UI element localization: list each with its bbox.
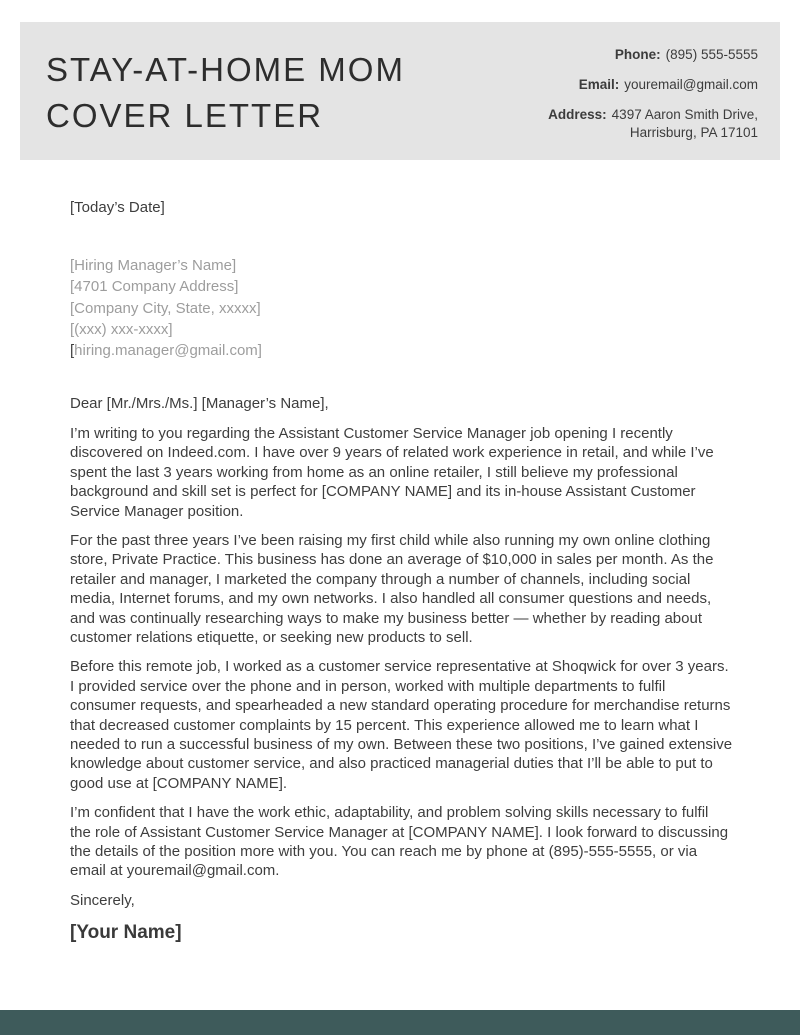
recipient-address-line: [4701 Company Address] [70,278,239,296]
body-paragraph-1: I’m writing to you regarding the Assistant Customer Service Manager job opening I recently discovered on Indeed.com. I have over 9 years of related work experience in retail, and while I’ve spent the last 3 years working from home as an online retailer, I still believe my professional background and skill set is perfect for [COMPANY NAME] and its in-house Assistant Customer Service Manager position. [70,424,714,520]
header [20,22,780,160]
phone-value: (895) 555-5555 [665,47,758,62]
phone-row [548,46,758,64]
contact-info [548,46,758,160]
body-paragraph-2: For the past three years I’ve been raising my first child while also running my own online clothing store, Private Practice. This business has done an average of $10,000 in sales per month. As the retailer and manager, I marketed the company through a number of channels, including social media, Internet forums, and my own networks. I also handled all consumer questions and needs, and was continually researching ways to make my business better — whether by reading about customer relations etiquette, or seeking new products to sell. [70,531,714,646]
address-value-line-2: Harrisburg, PA 17101 [629,125,758,140]
recipient-phone-line: [(xxx) xxx-xxxx] [70,320,173,338]
recipient-city-line: [Company City, State, xxxxx] [70,299,261,317]
page-title [46,47,405,160]
letter-body [70,197,733,944]
title-line-2: COVER LETTER [46,97,324,134]
recipient-email-line [70,340,733,361]
title-line-1: STAY-AT-HOME MOM [46,51,405,88]
recipient-email-bracket: [ [70,342,75,360]
body-paragraph-4: I’m confident that I have the work ethic, adaptability, and problem solving skills necessary to fulfil the role of Assistant Customer Service Manager at [COMPANY NAME]. I look forward to discussing the details of the position more with you. You can reach me by phone at (895)-555-5555, or via email at youremail@gmail.com. [70,804,729,880]
phone-label: Phone: [614,47,661,62]
email-row [548,76,758,94]
email-label: Email: [578,77,620,92]
address-label: Address: [548,107,607,122]
address-value-line-1: 4397 Aaron Smith Drive, [611,107,758,122]
closing: Sincerely, [70,891,135,909]
recipient-email-text: hiring.manager@gmail.com] [74,342,262,360]
recipient-block [70,255,733,361]
recipient-name-line: [Hiring Manager’s Name] [70,257,237,274]
salutation: Dear [Mr./Mrs./Ms.] [Manager’s Name], [70,395,329,413]
body-paragraph-3: Before this remote job, I worked as a customer service representative at Shoqwick for over 3 years. I provided service over the phone and in person, worked with multiple departments to fulfil consumer requests, and spearheaded a new standard operating procedure for merchandise returns that decreased customer complaints by 15 percent. This experience allowed me to learn what I needed to run a successful business of my own. Between these two positions, I’ve gained extensive knowledge about customer service, and also practiced managerial duties that I’ll be able to put to good use at [COMPANY NAME]. [70,658,733,792]
date-line: [Today’s Date] [70,199,165,216]
signature: [Your Name] [70,922,182,944]
email-value: youremail@gmail.com [624,77,758,92]
address-row [548,106,758,142]
footer-accent-bar [0,1010,800,1035]
